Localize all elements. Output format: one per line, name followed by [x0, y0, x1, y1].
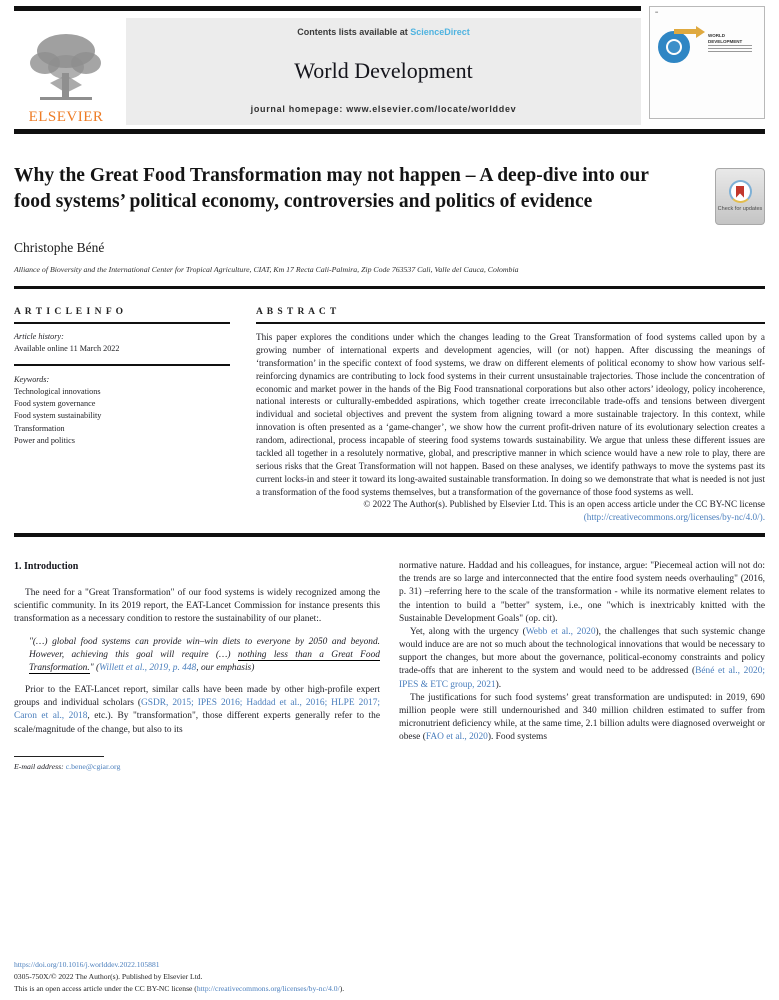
creativecommons-link[interactable]: http://creativecommons.org/licenses/by-nc/4.0/ — [196, 983, 340, 993]
journal-masthead — [126, 18, 641, 125]
check-for-updates-badge[interactable] — [715, 168, 765, 225]
elsevier-tree-icon — [24, 31, 108, 109]
copyright-line: © 2022 The Author(s). Published by Elsevier Ltd. This is an open access article under the CC BY-NC license — [363, 499, 765, 510]
cover-journal-name: WORLD DEVELOPMENT — [708, 33, 743, 45]
footnote-rule — [14, 756, 104, 758]
keywords-label: Keywords: — [14, 374, 50, 384]
article-info-column — [14, 307, 230, 524]
cover-text-lines — [708, 45, 752, 54]
page-header — [14, 0, 765, 125]
article-title: Why the Great Food Transformation may not happen – A deep-dive into our food systems’ political economy, controversies and politics of evidence — [14, 165, 649, 212]
keywords-divider-rule — [14, 364, 230, 366]
abstract-heading: A B S T R A C T — [256, 307, 338, 317]
elsevier-logo — [14, 18, 118, 125]
check-for-updates-label: Check for updates — [717, 206, 763, 213]
keyword-item: Transformation — [14, 423, 65, 433]
sciencedirect-link[interactable]: ScienceDirect — [410, 27, 470, 37]
bookmark-icon — [736, 186, 744, 198]
doi-link[interactable]: https://doi.org/10.1016/j.worlddev.2022.105881 — [14, 959, 160, 969]
author-affiliation: Alliance of Bioversity and the International Center for Tropical Agriculture, CIAT, Km 17 Recta Cali-Palmira, Zip Code 763537 Cali, Valle del Cauca, Colombia — [14, 265, 519, 274]
email-label: E-mail address: — [14, 762, 66, 772]
article-info-heading: A R T I C L E I N F O — [14, 307, 125, 317]
crossmark-icon — [729, 180, 752, 203]
keyword-item: Power and politics — [14, 436, 75, 446]
author-name: Christophe Béné — [14, 240, 105, 255]
intro-paragraph-3: normative nature. Haddad and his colleagues, for instance, argue: "Piecemeal action will not do: the trends are so large and interconnected that the entire food system needs overhauling" (2016, p. 31) –referring here to the scale of the transformation - while its normative element relates to the intention to build a "better" system, i.e., one "which is inextricably knitted with the Sustainable Development Goals" (op. cit). — [399, 561, 765, 624]
intro-paragraph-5: The justifications for such food systems’ great transformation are undisputed: in 2019, 690 million people were still undernourished and 340 million children estimated to suffer from micronutrient deficiency while, at the same time, 2.1 billion adults were diagnosed overweight or obese (FAO et al., 2020). Food systems — [399, 692, 765, 743]
page-footer — [14, 959, 344, 995]
author-footnote — [14, 756, 380, 773]
world-development-spiral-icon — [656, 25, 706, 65]
body-right-column — [399, 560, 765, 773]
journal-homepage-link[interactable]: journal homepage: www.elsevier.com/locate/worlddev — [250, 104, 517, 114]
elsevier-wordmark: ELSEVIER — [28, 109, 104, 125]
license-link[interactable]: (http://creativecommons.org/licenses/by-nc/4.0/). — [583, 512, 765, 523]
title-rule — [14, 286, 765, 289]
journal-cover-thumbnail — [649, 6, 765, 119]
keyword-item: Food system governance — [14, 399, 96, 409]
abstract-copyright — [256, 498, 765, 524]
section-1-heading: 1. Introduction — [14, 561, 79, 573]
intro-paragraph-1: The need for a "Great Transformation" of our food systems is widely recognized among the scientific community. In its 2019 report, the EAT-Lancet Commission for instance presents this transformation as a necessary condition to restore the sustainability of our planet:. — [14, 588, 380, 625]
keyword-item: Technological innovations — [14, 386, 101, 396]
abstract-rule — [256, 322, 765, 324]
intro-paragraph-2: Prior to the EAT-Lancet report, similar calls have been made by other high-profile expert groups and individual scholars (GSDR, 2015; IPES 2016; Haddad et al., 2016; HLPE 2017; Caron et al., 2018, etc.). By "transformation", those different experts generally refer to the scale/magnitude of the change, but also to its — [14, 685, 380, 735]
license-prefix: This is an open access article under the CC BY-NC license ( — [14, 983, 197, 993]
contents-prefix: Contents lists available at — [297, 27, 411, 37]
author-email-link[interactable]: c.bene@cgiar.org — [65, 762, 121, 772]
abstract-text: This paper explores the conditions under which the changes leading to the Great Transformation of food systems called upon by a growing number of international experts and development agencies, will (or not) happen. After discussing the meanings of ‘transformation’ in the specific context of food systems, we draw on different elements of political economy to show how various self-reinforcing dynamics are contributing to lock food systems in their current unsustainable trajectories. Those include the concentration of economic and market power in the hands of the Big Food transnational corporations but also other actors’ ideology, policy incoherence, national interests or culturally-embedded aspirations, which together create irreconcilable trade-offs and tensions between divergent individual and societal objectives and prevent the system from aligning toward a more sustainable trajectory. In this context, while innovation is often presented as a ‘game-changer’, we show how the current profit-driven nature of its evolutionary selection creates a random, adirectional, process incapable of steering food systems towards sustainability. We argue that unless these different issues are tackled all together in a resolutely normative, global, and prescriptive manner in which science would have a new role to play, there are serious risks that the Great Transformation will not happen. Based on these analyses, we identify pathways to move the systems past its current locks-in and steer it toward its long-awaited sustainable transformation. In doing so we demonstrate that what is needed is not just a transformation of the food systems themselves, but a transformation of the governance of those food systems as well. — [256, 332, 765, 497]
abstract-column — [256, 307, 765, 524]
issn-copyright-line: 0305-750X/© 2022 The Author(s). Published by Elsevier Ltd. — [14, 971, 203, 981]
article-info-rule — [14, 322, 230, 324]
abstract-bottom-rule — [14, 533, 765, 537]
license-suffix: ). — [339, 983, 345, 993]
keyword-item: Food system sustainability — [14, 411, 102, 421]
license-line — [14, 983, 344, 995]
intro-paragraph-4: Yet, along with the urgency (Webb et al., 2020), the challenges that such systemic change would induce are are not so much about the technological innovations that would be necessary to support the changes, but more about the governance, political-economy constraints and policy trade-offs that are inherent to the system and would need to be addressed (Béné et al., 2020; IPES & ETC group, 2021). — [399, 626, 766, 690]
available-online-date: Available online 11 March 2022 — [14, 344, 120, 354]
journal-title: World Development — [294, 57, 473, 83]
eat-lancet-quote: "(…) global food systems can provide win–win diets to everyone by 2050 and beyond. However, achieving this goal will require (…) nothing less than a Great Food Transformation." (Willett et al., 2019, p. 448, our emphasis) — [29, 636, 380, 673]
article-history-label: Article history: — [14, 332, 64, 341]
body-left-column — [14, 560, 380, 773]
contents-line — [134, 27, 633, 37]
cover-corner-mark: ≡ — [655, 10, 659, 16]
top-divider — [14, 6, 641, 11]
header-rule — [14, 129, 765, 134]
